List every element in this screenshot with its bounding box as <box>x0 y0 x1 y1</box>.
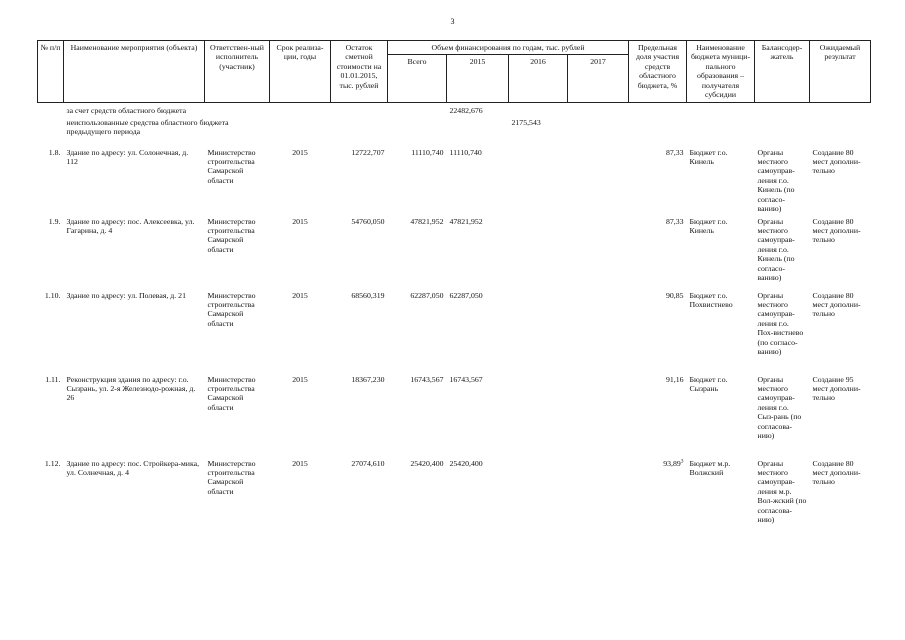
cell-budget <box>687 290 755 374</box>
cell-result-text: Создание 95 мест дополни-тельно <box>812 374 861 403</box>
cell-share <box>629 458 687 546</box>
cell-holder-text: Органы местного самоуправ-ления г.о. Пох-вистнево (по согласо-ванию) <box>757 290 804 357</box>
prelude-line-1: за счет средств областного бюджета <box>66 106 187 116</box>
cell-total-text: 47821,952 <box>410 216 444 226</box>
cell-balance <box>331 290 388 374</box>
header-funding-group: Объем финансирования по годам, тыс. рублей <box>388 41 629 55</box>
cell-holder-text: Органы местного самоуправ-ления м.р. Вол-жский (по согласова-нию) <box>757 458 807 525</box>
cell-holder <box>755 138 810 216</box>
cell-term <box>270 458 331 546</box>
cell-term-text: 2015 <box>292 216 308 226</box>
table-row <box>38 374 871 458</box>
cell-2017 <box>568 216 629 290</box>
cell-budget-text: Бюджет г.о. Кинель <box>689 147 728 167</box>
cell-2017 <box>568 458 629 546</box>
cell-name-text: Реконструкция здания по адресу: г.о. Сызрань, ул. 2-я Железнодо-рожная, д. 26 <box>66 374 196 403</box>
cell-result <box>810 290 871 374</box>
cell-2016 <box>509 216 568 290</box>
cell-holder-text: Органы местного самоуправ-ления г.о. Кинель (по согласо-ванию) <box>757 147 795 214</box>
cell-responsible <box>205 458 270 546</box>
cell-term <box>270 216 331 290</box>
cell-result <box>810 458 871 546</box>
cell-share-text: 90,85 <box>665 290 684 300</box>
cell-name-text: Здание по адресу: пос. Алексеевка, ул. Гагарина, д. 4 <box>66 216 195 236</box>
cell-num <box>38 458 64 546</box>
cell-term <box>270 374 331 458</box>
cell-num <box>38 216 64 290</box>
cell-responsible-text: Министерство строительства Самарской области <box>207 216 256 254</box>
cell-num-text: 1.8. <box>48 147 61 157</box>
cell-total <box>388 458 447 546</box>
cell-balance-text: 27074,610 <box>351 458 385 468</box>
header-share: Предельная доля участия средств областного бюджета, % <box>629 41 687 103</box>
header-budget: Наименование бюджета муници-пального образования – получателя субсидии <box>687 41 755 103</box>
cell-num <box>38 374 64 458</box>
cell-balance <box>331 216 388 290</box>
cell-budget <box>687 374 755 458</box>
cell-2017 <box>568 374 629 458</box>
table-header <box>38 41 871 103</box>
cell-responsible <box>205 290 270 374</box>
cell-share-text: 87,33 <box>665 147 684 157</box>
cell-total <box>388 138 447 216</box>
cell-budget-text: Бюджет г.о. Похвистнево <box>689 290 733 310</box>
cell-2015 <box>447 138 509 216</box>
prelude-value-1: 22482,676 <box>449 106 483 116</box>
cell-num <box>38 138 64 216</box>
header-num: № п/п <box>38 41 64 103</box>
cell-term-text: 2015 <box>292 147 308 157</box>
cell-budget <box>687 216 755 290</box>
cell-term-text: 2015 <box>292 290 308 300</box>
cell-total <box>388 374 447 458</box>
cell-num-text: 1.12. <box>44 458 61 468</box>
cell-num-text: 1.9. <box>48 216 61 226</box>
cell-share-text: 91,16 <box>665 374 684 384</box>
cell-2015 <box>447 374 509 458</box>
header-2015: 2015 <box>447 55 509 103</box>
cell-balance <box>331 458 388 546</box>
header-2016: 2016 <box>509 55 568 103</box>
cell-holder-text: Органы местного самоуправ-ления г.о. Кинель (по согласо-ванию) <box>757 216 795 283</box>
header-2017: 2017 <box>568 55 629 103</box>
cell-holder <box>755 290 810 374</box>
cell-2015-text: 16743,567 <box>449 374 483 384</box>
cell-2015 <box>447 290 509 374</box>
cell-term-text: 2015 <box>292 458 308 468</box>
cell-total-text: 25420,400 <box>410 458 444 468</box>
cell-share-text: 93,89 <box>663 458 681 468</box>
cell-budget <box>687 138 755 216</box>
cell-balance-text: 12722,707 <box>351 147 385 157</box>
cell-responsible-text: Министерство строительства Самарской области <box>207 458 256 496</box>
cell-result <box>810 138 871 216</box>
header-name: Наименование мероприятия (объекта) <box>64 41 205 103</box>
cell-result-text: Создание 80 мест дополни-тельно <box>812 458 861 487</box>
cell-responsible <box>205 138 270 216</box>
prelude-value-2: 2175,543 <box>511 117 541 127</box>
cell-total-text: 11110,740 <box>411 147 444 157</box>
cell-holder <box>755 374 810 458</box>
cell-result-text: Создание 80 мест дополни-тельно <box>812 290 861 319</box>
footnote-marker: 3 <box>680 458 684 465</box>
cell-2015-text: 62287,050 <box>449 290 483 300</box>
page-number: 3 <box>450 17 455 26</box>
cell-num <box>38 290 64 374</box>
header-total: Всего <box>388 55 447 103</box>
cell-total <box>388 290 447 374</box>
cell-2015-text: 11110,740 <box>449 147 482 157</box>
prelude-row-2 <box>38 117 871 138</box>
cell-responsible-text: Министерство строительства Самарской области <box>207 290 256 328</box>
cell-2015-text: 25420,400 <box>449 458 483 468</box>
cell-budget-text: Бюджет г.о. Кинель <box>689 216 728 236</box>
cell-share <box>629 216 687 290</box>
cell-2017 <box>568 290 629 374</box>
table-body <box>38 103 871 546</box>
cell-name <box>64 216 205 290</box>
cell-2016 <box>509 458 568 546</box>
cell-name <box>64 290 205 374</box>
table-row <box>38 458 871 546</box>
cell-responsible-text: Министерство строительства Самарской области <box>207 147 256 185</box>
cell-share <box>629 290 687 374</box>
cell-num-text: 1.10. <box>44 290 61 300</box>
cell-holder <box>755 216 810 290</box>
header-responsible: Ответствен-ный исполнитель (участник) <box>205 41 270 103</box>
table-row <box>38 216 871 290</box>
cell-name-text: Здание по адресу: ул. Полевая, д. 21 <box>66 290 186 300</box>
cell-total-text: 62287,050 <box>410 290 444 300</box>
cell-balance-text: 54760,050 <box>351 216 385 226</box>
cell-total <box>388 216 447 290</box>
funding-table <box>37 40 871 546</box>
cell-result-text: Создание 80 мест дополни-тельно <box>812 216 861 245</box>
cell-share <box>629 138 687 216</box>
cell-holder-text: Органы местного самоуправ-ления г.о. Сыз-рань (по согласова-нию) <box>757 374 802 441</box>
cell-total-text: 16743,567 <box>410 374 444 384</box>
prelude-row-1 <box>38 103 871 117</box>
cell-name <box>64 138 205 216</box>
header-holder: Балансодер-жатель <box>755 41 810 103</box>
cell-balance <box>331 374 388 458</box>
cell-balance <box>331 138 388 216</box>
cell-result <box>810 374 871 458</box>
cell-holder <box>755 458 810 546</box>
cell-share <box>629 374 687 458</box>
prelude-line-2: неиспользованные средства областного бюджета предыдущего периода <box>66 117 229 137</box>
cell-name-text: Здание по адресу: ул. Солонечная, д. 112 <box>66 147 189 167</box>
cell-2017 <box>568 138 629 216</box>
cell-balance-text: 18367,230 <box>351 374 385 384</box>
cell-2015-text: 47821,952 <box>449 216 483 226</box>
table-row <box>38 290 871 374</box>
cell-responsible-text: Министерство строительства Самарской области <box>207 374 256 412</box>
table-row <box>38 138 871 216</box>
header-result: Ожидаемый результат <box>810 41 871 103</box>
cell-name-text: Здание по адресу: пос. Стройкера-мика, ул. Солнечная, д. 4 <box>66 458 200 478</box>
cell-responsible <box>205 216 270 290</box>
cell-budget-text: Бюджет г.о. Сызрань <box>689 374 728 394</box>
cell-budget-text: Бюджет м.р. Волжский <box>689 458 731 478</box>
cell-budget <box>687 458 755 546</box>
cell-name <box>64 458 205 546</box>
cell-num-text: 1.11. <box>45 374 61 384</box>
cell-result <box>810 216 871 290</box>
cell-result-text: Создание 80 мест дополни-тельно <box>812 147 861 176</box>
cell-share-text: 87,33 <box>665 216 684 226</box>
cell-2015 <box>447 216 509 290</box>
cell-balance-text: 68560,319 <box>351 290 385 300</box>
cell-responsible <box>205 374 270 458</box>
cell-term <box>270 138 331 216</box>
cell-2016 <box>509 138 568 216</box>
cell-2016 <box>509 374 568 458</box>
cell-term-text: 2015 <box>292 374 308 384</box>
cell-2015 <box>447 458 509 546</box>
header-term: Срок реализа-ции, годы <box>270 41 331 103</box>
cell-2016 <box>509 290 568 374</box>
header-balance: Остаток сметной стоимости на 01.01.2015, тыс. рублей <box>331 41 388 103</box>
cell-term <box>270 290 331 374</box>
cell-name <box>64 374 205 458</box>
